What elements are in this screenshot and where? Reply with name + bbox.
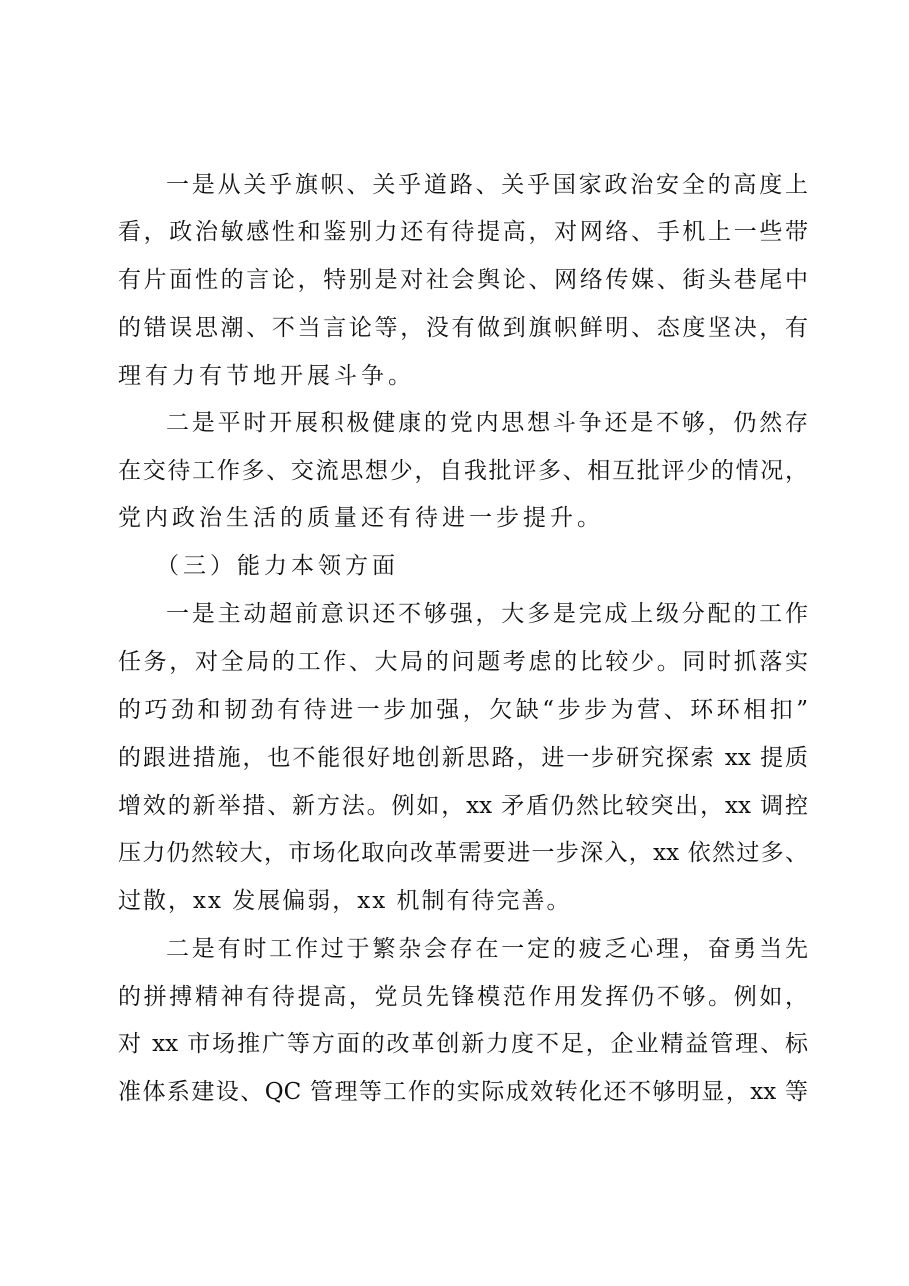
paragraph-3-line-3: 的巧劲和韧劲有待进一步加强，欠缺“步步为营、环环相扣” <box>118 697 808 723</box>
paragraph-4-line-3: 对 xx 市场推广等方面的改革创新力度不足，企业精益管理、标 <box>118 1031 808 1057</box>
paragraph-4-line-2: 的拼搏精神有待提高，党员先锋模范作用发挥仍不够。例如， <box>118 984 808 1010</box>
paragraph-3-line-5: 增效的新举措、新方法。例如，xx 矛盾仍然比较突出，xx 调控 <box>118 793 808 819</box>
paragraph-1-line-1: 一是从关乎旗帜、关乎道路、关乎国家政治安全的高度上 <box>166 172 808 198</box>
paragraph-3-line-2: 任务，对全局的工作、大局的问题考虑的比较少。同时抓落实 <box>118 649 808 675</box>
paragraph-3-line-4: 的跟进措施，也不能很好地创新思路，进一步研究探索 xx 提质 <box>118 745 808 771</box>
paragraph-4-line-1: 二是有时工作过于繁杂会存在一定的疲乏心理，奋勇当先 <box>166 936 808 962</box>
paragraph-1-line-4: 的错误思潮、不当言论等，没有做到旗帜鲜明、态度坚决，有 <box>118 315 808 341</box>
paragraph-3-line-7: 过散，xx 发展偏弱，xx 机制有待完善。 <box>118 888 572 914</box>
paragraph-3-line-6: 压力仍然较大，市场化取向改革需要进一步深入，xx 依然过多、 <box>118 840 808 866</box>
paragraph-1-line-5: 理有力有节地开展斗争。 <box>118 363 415 389</box>
paragraph-2-line-1: 二是平时开展积极健康的党内思想斗争还是不够，仍然存 <box>166 410 808 436</box>
paragraph-2-line-3: 党内政治生活的质量还有待进一步提升。 <box>118 505 604 531</box>
paragraph-2-line-2: 在交待工作多、交流思想少，自我批评多、相互批评少的情况， <box>118 458 808 484</box>
paragraph-4-line-4: 准体系建设、QC 管理等工作的实际成效转化还不够明显，xx 等 <box>118 1079 808 1105</box>
paragraph-3-line-1: 一是主动超前意识还不够强，大多是完成上级分配的工作 <box>166 601 808 627</box>
paragraph-1-line-2: 看，政治敏感性和鉴别力还有待提高，对网络、手机上一些带 <box>118 219 808 245</box>
section-heading-3: （三）能力本领方面 <box>156 553 399 579</box>
paragraph-1-line-3: 有片面性的言论，特别是对社会舆论、网络传媒、街头巷尾中 <box>118 267 808 293</box>
